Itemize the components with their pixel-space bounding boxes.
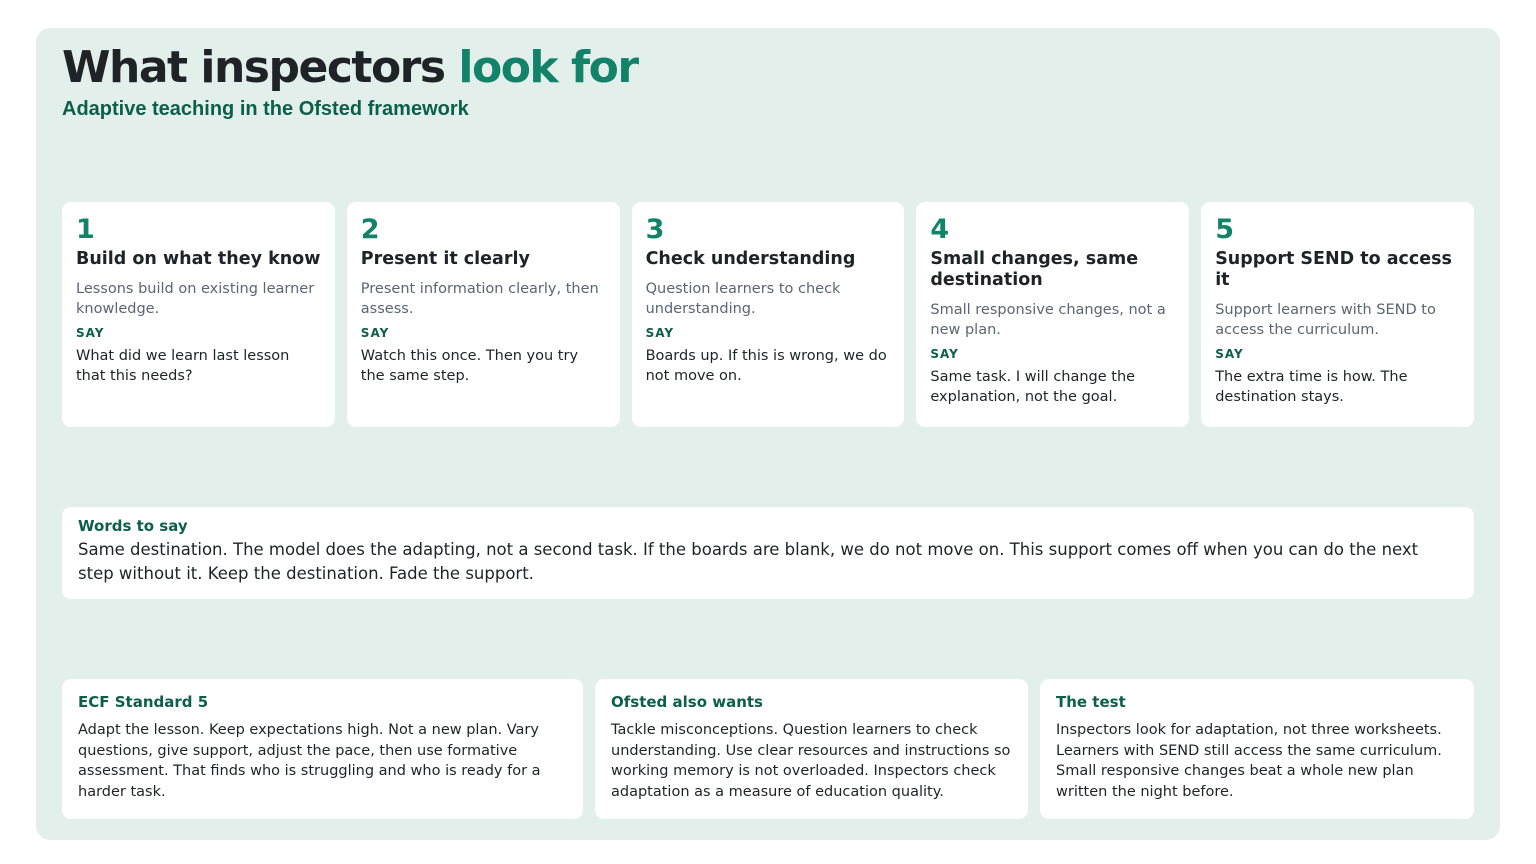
step-number: 3 [645, 214, 665, 245]
words-to-say-label: Words to say [78, 517, 188, 535]
say-label: SAY [930, 347, 959, 361]
say-text: Watch this once. Then you try the same step. [360, 348, 579, 384]
note-title: Ofsted also wants [611, 693, 763, 711]
steps-row [62, 202, 1474, 427]
notes-row [62, 679, 1474, 819]
say-label: SAY [1215, 347, 1244, 361]
say-label: SAY [76, 326, 105, 340]
step-description: Small responsive changes, not a new plan. [930, 302, 1166, 338]
step-title: Check understanding [645, 249, 856, 269]
say-text: Same task. I will change the explanation, not the goal. [930, 369, 1136, 405]
step-number: 5 [1215, 214, 1234, 245]
step-card-5 [1201, 202, 1474, 427]
note-card-ofsted [595, 679, 1028, 819]
step-description: Present information clearly, then assess. [360, 281, 599, 317]
step-card-4 [916, 202, 1189, 427]
note-title: The test [1056, 693, 1126, 711]
note-text: Adapt the lesson. Keep expectations high. Not a new plan. Vary questions, give support, adjust the pace, then use formative assessment. That finds who is struggling and who is ready for a harder task. [78, 722, 541, 800]
title-accent: look for [458, 42, 638, 93]
say-text: Boards up. If this is wrong, we do not move on. [645, 348, 887, 384]
step-card-2 [347, 202, 620, 427]
words-to-say-text: Same destination. The model does the adapting, not a second task. If the boards are blank, we do not move on. This support comes off when you can do the next step without it. Keep the destination. Fade the support. [78, 540, 1419, 583]
step-description: Lessons build on existing learner knowledge. [76, 281, 315, 317]
step-number: 4 [930, 214, 950, 245]
step-title: Build on what they know [76, 249, 321, 269]
step-title: Support SEND to access it [1215, 249, 1452, 290]
words-to-say-card [62, 507, 1474, 599]
step-description: Support learners with SEND to access the curriculum. [1215, 302, 1436, 338]
say-label: SAY [360, 326, 390, 340]
note-text: Tackle misconceptions. Question learners to check understanding. Use clear resources and instructions so working memory is not overloaded. Inspectors check adaptation as a measure of education quality. [611, 722, 1011, 800]
step-description: Question learners to check understanding. [645, 281, 841, 317]
say-text: The extra time is how. The destination stays. [1215, 369, 1408, 405]
page-subtitle: Adaptive teaching in the Ofsted framework [62, 98, 469, 120]
step-number: 2 [360, 214, 380, 245]
title-main: What inspectors [62, 42, 459, 93]
note-text: Inspectors look for adaptation, not three worksheets. Learners with SEND still access the same curriculum. Small responsive changes beat a whole new plan written the night before. [1056, 722, 1442, 800]
note-card-ecf [62, 679, 583, 819]
say-text: What did we learn last lesson that this needs? [76, 348, 290, 384]
step-card-1 [62, 202, 335, 427]
page-title [62, 42, 638, 93]
step-number: 1 [76, 214, 95, 245]
note-card-test [1040, 679, 1474, 819]
step-title: Small changes, same destination [930, 249, 1139, 290]
say-label: SAY [645, 326, 675, 340]
step-title: Present it clearly [360, 249, 530, 269]
content-panel [36, 28, 1500, 840]
note-title: ECF Standard 5 [78, 693, 209, 711]
step-card-3 [632, 202, 905, 427]
